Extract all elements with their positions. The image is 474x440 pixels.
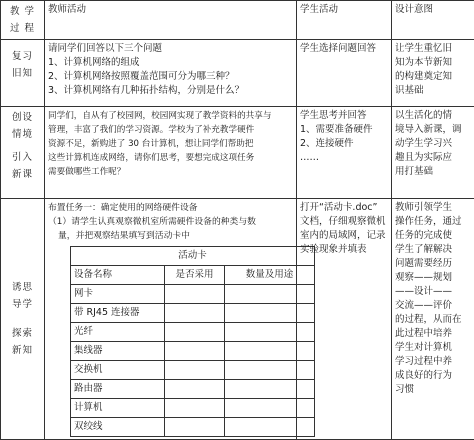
teacher-line: 布置任务一：确定使用的网络硬件设备 [48, 201, 293, 215]
teacher-line: 2、计算机网络按照覆盖范围可分为哪三种？ [48, 70, 293, 84]
teacher-line: 3、计算机网络有几种拓扑结构，分别是什么？ [48, 84, 293, 98]
intent-line: 的过程，从而在 [395, 313, 471, 327]
intent-line: 的构建奠定知 [395, 70, 471, 84]
student-line: 打开“活动卡.doc” [300, 201, 388, 215]
stage-line: 导学 [4, 296, 41, 313]
header-stage [1, 1, 45, 40]
teacher-line: 需要做哪些工作呢？ [48, 165, 293, 179]
intent-line: 成良好的行为 [395, 369, 471, 383]
intent-line: 学生对计算机 [395, 341, 471, 355]
device-name: 带 RJ45 连接器 [71, 304, 165, 323]
device-name: 集线器 [71, 342, 165, 361]
student-line: 文档，仔细观察微机 [300, 215, 388, 229]
student-line: 学生思考并回答 [300, 109, 388, 123]
intent-cell [392, 40, 474, 107]
stage-cell [1, 107, 45, 199]
row-scenario [1, 107, 474, 199]
teacher-line: 管理，丰富了我们的学习资源。学校为了补充教学硬件 [48, 123, 293, 137]
used-field[interactable] [165, 361, 225, 380]
intent-line: 趣且为实际应 [395, 151, 471, 165]
teacher-cell [45, 107, 297, 199]
student-line: 室内的局域网，记录 [300, 229, 388, 243]
teacher-cell [45, 199, 297, 440]
intent-line: 操作任务，通过 [395, 215, 471, 229]
table-row [71, 380, 315, 399]
stage-line: 新知 [4, 342, 41, 359]
used-field[interactable] [165, 323, 225, 342]
card-col-quantity: 数量及用途 [225, 266, 315, 285]
activity-card-table [70, 246, 315, 437]
header-stage-line: 教 学 [4, 3, 41, 20]
student-line: 1、需要准备硬件 [300, 123, 388, 137]
teacher-line: 资源不足，新购进了 30 台计算机，想让同学们帮助把 [48, 137, 293, 151]
device-name: 网卡 [71, 285, 165, 304]
row-review [1, 40, 474, 107]
stage-cell [1, 40, 45, 107]
intent-line: 任务的完成使 [395, 229, 471, 243]
activity-card-title-row [71, 247, 315, 266]
table-row [71, 304, 315, 323]
intent-line: 教师引领学生 [395, 201, 471, 215]
intent-cell [392, 107, 474, 199]
used-field[interactable] [165, 285, 225, 304]
stage-line: 创设 [4, 109, 41, 126]
table-row [71, 342, 315, 361]
device-name: 光纤 [71, 323, 165, 342]
intent-cell [392, 199, 474, 440]
table-row [71, 418, 315, 437]
intent-line: 观察——规划 [395, 271, 471, 285]
device-name: 路由器 [71, 380, 165, 399]
intent-line: 习惯 [395, 383, 471, 397]
teacher-line: 1、计算机网络的组成 [48, 56, 293, 70]
used-field[interactable] [165, 304, 225, 323]
stage-line: 复习 [4, 48, 41, 65]
intent-line: 以生活化的情 [395, 109, 471, 123]
used-field[interactable] [165, 399, 225, 418]
table-row [71, 285, 315, 304]
intent-line: 学生了解解决 [395, 243, 471, 257]
intent-line: 学习过程中养 [395, 355, 471, 369]
teacher-line: 请同学们回答以下三个问题 [48, 42, 293, 56]
intent-line: 交流——评价 [395, 299, 471, 313]
intent-line: 用打基础 [395, 165, 471, 179]
card-col-device: 设备名称 [71, 266, 165, 285]
stage-line: 引入 [4, 149, 41, 166]
stage-line: 情境 [4, 126, 41, 143]
intent-line: 让学生重忆旧 [395, 42, 471, 56]
student-line: 实验现象并填表 [300, 243, 388, 257]
teacher-line: 同学们，自从有了校园网，校园网实现了教学资料的共享与 [48, 109, 293, 123]
used-field[interactable] [165, 418, 225, 437]
intent-line: 动学生学习兴 [395, 137, 471, 151]
teacher-line: 量，并把观察结果填写到活动卡中 [48, 229, 293, 243]
stage-line: 诱思 [4, 279, 41, 296]
stage-line: 探索 [4, 325, 41, 342]
intent-line: 问题需要经历 [395, 257, 471, 271]
device-name: 交换机 [71, 361, 165, 380]
stage-line: 新课 [4, 166, 41, 183]
teacher-line: （1）请学生认真观察微机室所需硬件设备的种类与数 [48, 215, 293, 229]
row-explore [1, 199, 474, 440]
header-student: 学生活动 [297, 1, 392, 40]
student-line: 2、连接硬件 [300, 137, 388, 151]
intent-line: 境导入新课，调 [395, 123, 471, 137]
used-field[interactable] [165, 342, 225, 361]
student-cell [297, 199, 392, 440]
intent-line: 知为本节新知 [395, 56, 471, 70]
student-cell [297, 107, 392, 199]
student-cell [297, 40, 392, 107]
header-teacher: 教师活动 [45, 1, 297, 40]
header-intent: 设计意图 [392, 1, 474, 40]
activity-card-title: 活动卡 [71, 247, 315, 266]
used-field[interactable] [165, 380, 225, 399]
table-row [71, 323, 315, 342]
stage-line: 旧知 [4, 65, 41, 82]
intent-line: 此过程中培养 [395, 327, 471, 341]
table-row [71, 399, 315, 418]
stage-cell [1, 199, 45, 440]
header-stage-line: 过 程 [4, 20, 41, 37]
activity-card-header-row [71, 266, 315, 285]
student-line: …… [300, 151, 388, 165]
teacher-cell [45, 40, 297, 107]
intent-line: ——设计—— [395, 285, 471, 299]
device-name: 计算机 [71, 399, 165, 418]
teacher-line: 这些计算机连成网络，请你们思考，要想完成这项任务 [48, 151, 293, 165]
table-row [71, 361, 315, 380]
intent-line: 识基础 [395, 84, 471, 98]
device-name: 双绞线 [71, 418, 165, 437]
card-col-used: 是否采用 [165, 266, 225, 285]
student-line: 学生选择问题回答 [300, 42, 388, 56]
header-row [1, 1, 474, 40]
